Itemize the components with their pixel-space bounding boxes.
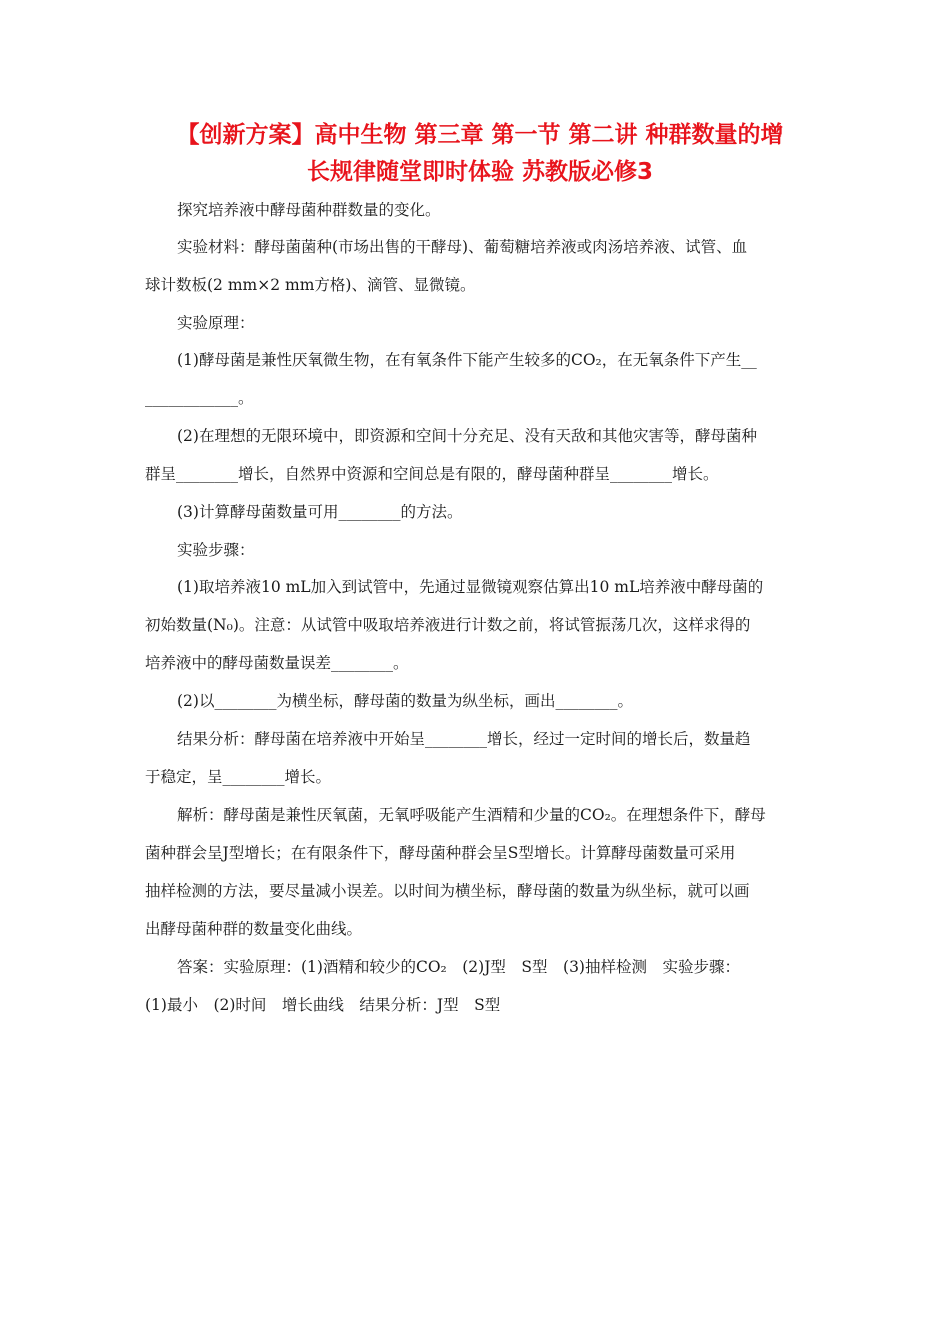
paragraph-line: (2)在理想的无限环境中，即资源和空间十分充足、没有天敌和其他灾害等，酵母菌种	[177, 427, 757, 445]
paragraph-line: 于稳定，呈________增长。	[145, 768, 332, 786]
paragraph-line: 群呈________增长，自然界中资源和空间总是有限的，酵母菌种群呈________增长。	[145, 465, 719, 483]
paragraph-line: 探究培养液中酵母菌种群数量的变化。	[177, 201, 441, 219]
document-title-line-1: 【创新方案】高中生物 第三章 第一节 第二讲 种群数量的增	[176, 122, 784, 148]
paragraph-line: 实验原理：	[177, 314, 255, 332]
paragraph-line: 实验材料：酵母菌菌种(市场出售的干酵母)、葡萄糖培养液或肉汤培养液、试管、血	[177, 238, 748, 256]
paragraph-line: 初始数量(N₀)。注意：从试管中吸取培养液进行计数之前，将试管振荡几次，这样求得的	[145, 616, 751, 634]
paragraph-line: ____________。	[145, 389, 254, 407]
paragraph-line: 菌种群会呈J型增长；在有限条件下，酵母菌种群会呈S型增长。计算酵母菌数量可采用	[145, 844, 736, 862]
document-title-line-2: 长规律随堂即时体验 苏教版必修3	[306, 159, 653, 185]
paragraph-line: 实验步骤：	[177, 541, 255, 559]
paragraph-line: (2)以________为横坐标，酵母菌的数量为纵坐标，画出________。	[177, 692, 633, 710]
paragraph-line: (1)酵母菌是兼性厌氧微生物，在有氧条件下能产生较多的CO₂，在无氧条件下产生__	[177, 351, 757, 369]
paragraph-line: (1)最小 (2)时间 增长曲线 结果分析：J型 S型	[145, 996, 501, 1014]
paragraph-line: 结果分析：酵母菌在培养液中开始呈________增长，经过一定时间的增长后，数量趋	[177, 730, 751, 748]
paragraph-line: 答案：实验原理：(1)酒精和较少的CO₂ (2)J型 S型 (3)抽样检测 实验步骤：	[177, 958, 740, 976]
paragraph-line: 解析：酵母菌是兼性厌氧菌，无氧呼吸能产生酒精和少量的CO₂。在理想条件下，酵母	[177, 806, 766, 824]
paragraph-line: (1)取培养液10 mL加入到试管中，先通过显微镜观察估算出10 mL培养液中酵母菌的	[177, 578, 764, 596]
paragraph-line: 出酵母菌种群的数量变化曲线。	[145, 920, 363, 938]
paragraph-line: 培养液中的酵母菌数量误差________。	[145, 654, 409, 672]
paragraph-line: (3)计算酵母菌数量可用________的方法。	[177, 503, 463, 521]
paragraph-line: 球计数板(2 mm×2 mm方格)、滴管、显微镜。	[145, 276, 476, 294]
paragraph-line: 抽样检测的方法，要尽量减小误差。以时间为横坐标，酵母菌的数量为纵坐标，就可以画	[145, 882, 750, 900]
